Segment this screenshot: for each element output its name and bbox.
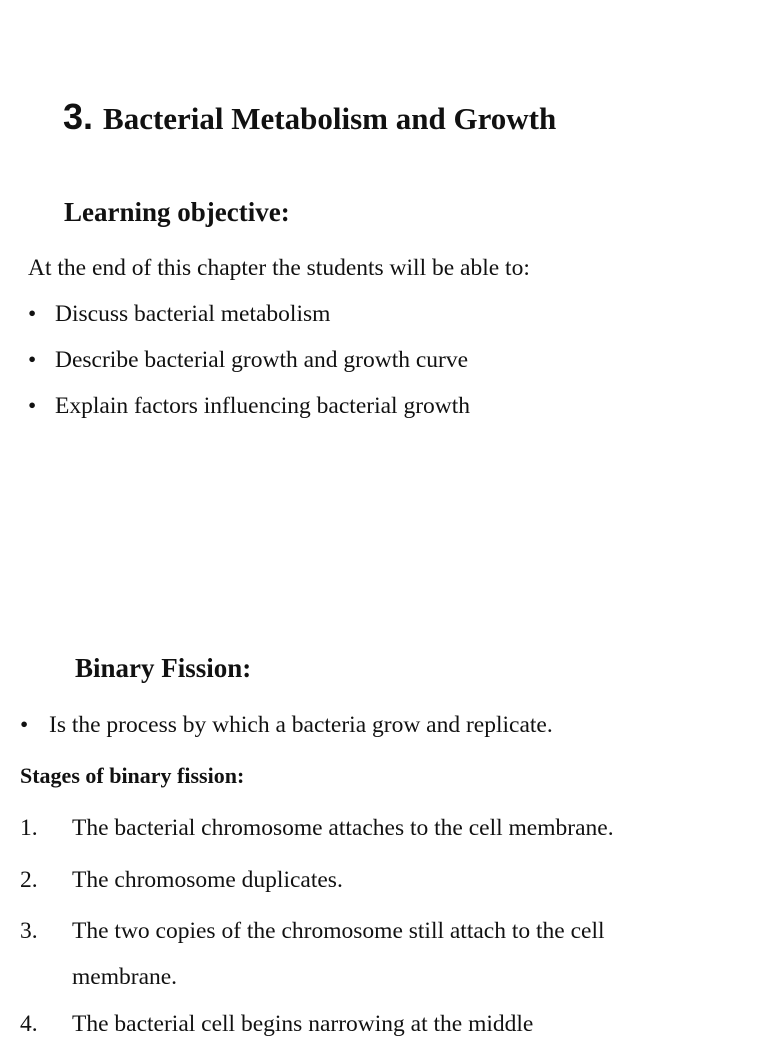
- stage-text: The chromosome duplicates.: [72, 867, 343, 893]
- stage-item: [20, 815, 614, 842]
- stage-text: The two copies of the chromosome still attach to the cell: [72, 918, 605, 944]
- bullet-marker: •: [28, 347, 37, 373]
- learning-objective-heading: Learning objective:: [64, 197, 290, 227]
- stage-number: 3.: [20, 918, 38, 944]
- stage-text: The bacterial chromosome attaches to the cell membrane.: [72, 815, 614, 841]
- bullet-marker: •: [28, 393, 37, 419]
- stage-item: [20, 918, 605, 945]
- chapter-number: 3.: [63, 96, 94, 137]
- stage-number: 1.: [20, 815, 38, 841]
- definition-text: Is the process by which a bacteria grow and replicate.: [49, 712, 553, 738]
- bullet-marker: •: [20, 712, 29, 738]
- objective-text: Discuss bacterial metabolism: [55, 301, 331, 327]
- bullet-marker: •: [28, 301, 37, 327]
- binary-fission-heading: Binary Fission:: [75, 653, 252, 683]
- objective-text: Describe bacterial growth and growth curve: [55, 347, 469, 373]
- stage-number: 2.: [20, 867, 38, 893]
- chapter-title: [63, 96, 556, 138]
- objective-item: [28, 347, 468, 374]
- learning-objective-intro: At the end of this chapter the students will be able to:: [28, 255, 530, 281]
- chapter-title-text: Bacterial Metabolism and Growth: [103, 101, 557, 136]
- objective-text: Explain factors influencing bacterial growth: [55, 393, 471, 419]
- stage-text: The bacterial cell begins narrowing at the middle: [72, 1011, 534, 1037]
- stage-text-continuation: membrane.: [72, 964, 178, 990]
- stage-item: [20, 867, 343, 894]
- binary-fission-definition: [20, 712, 553, 739]
- stage-item: [20, 1011, 533, 1038]
- stages-heading: Stages of binary fission:: [20, 763, 245, 788]
- stage-number: 4.: [20, 1011, 38, 1037]
- objective-item: [28, 301, 330, 328]
- objective-item: [28, 393, 470, 420]
